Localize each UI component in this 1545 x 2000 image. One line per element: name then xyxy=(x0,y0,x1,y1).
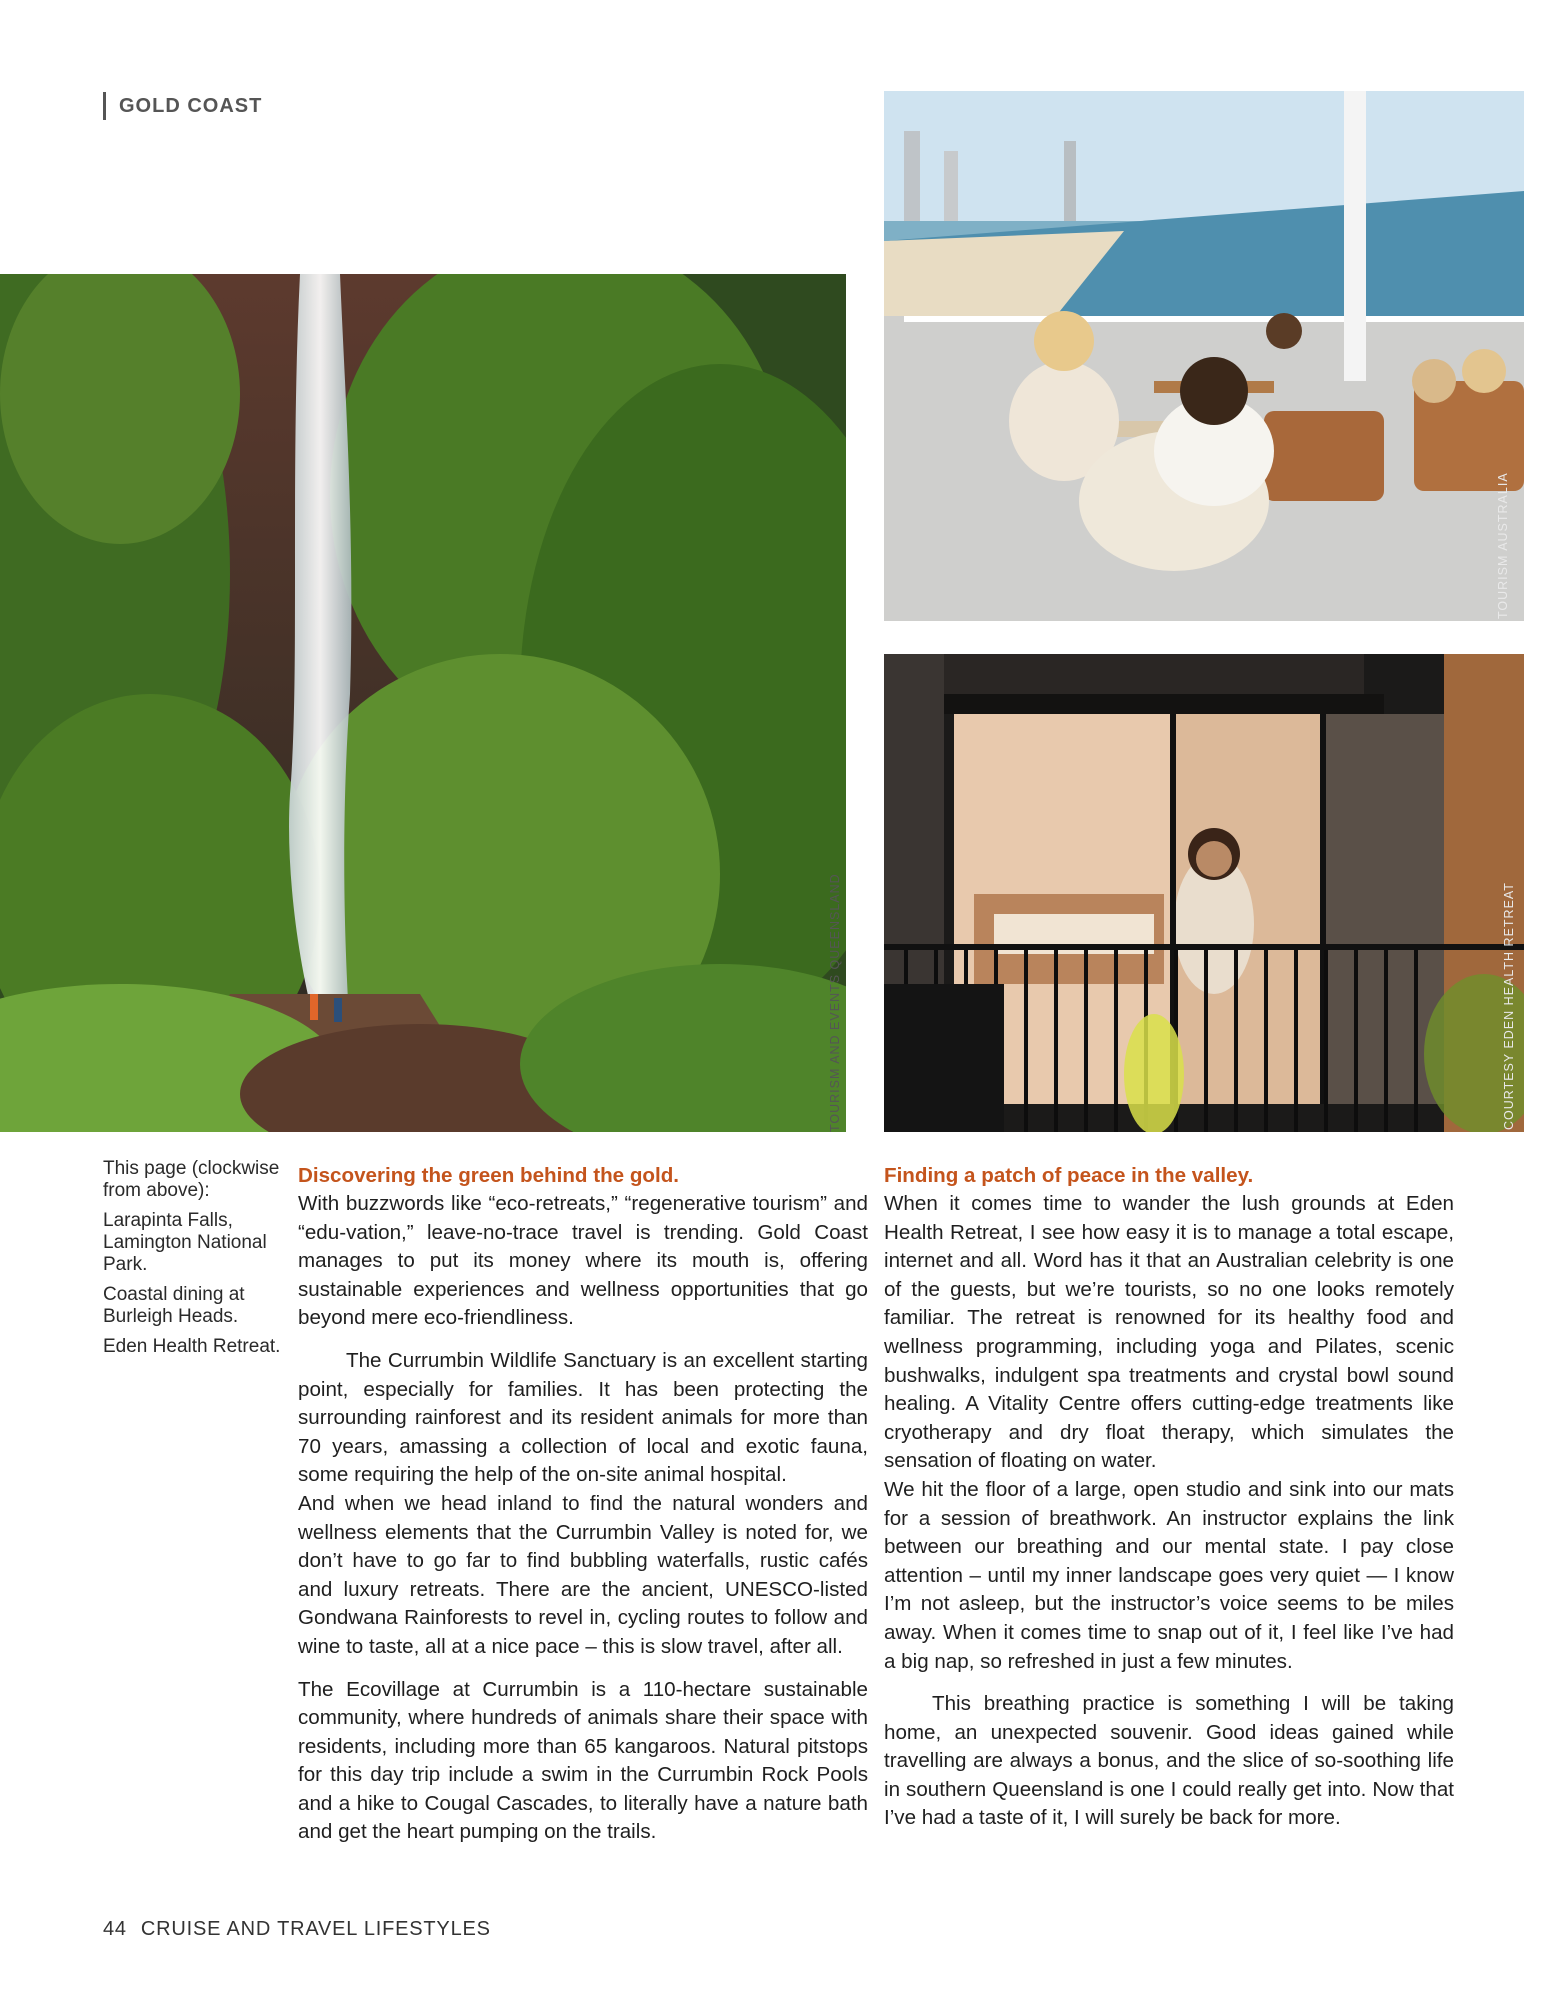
caption-item: Coastal dining at Burleigh Heads. xyxy=(103,1284,245,1327)
waterfall-illustration xyxy=(0,274,846,1132)
paragraph: The Currumbin Wildlife Sanctuary is an excellent starting point, especially for families. It has been protecting the surrounding rainforest and its resident animals for more than 70 years, amassing a collection of local and exotic fauna, some requiring the help of the on-site animal hospital. xyxy=(298,1348,868,1487)
publication-name: CRUISE AND TRAVEL LIFESTYLES xyxy=(140,1918,491,1940)
paragraph: With buzzwords like “eco-retreats,” “regenerative tourism” and “edu-vation,” leave-no-trace travel is trending. Gold Coast manages to put its money where its mouth is, offering sustainable experiences and wellness opportunities that go beyond mere eco-friendliness. xyxy=(298,1192,868,1330)
paragraph: The Ecovillage at Currumbin is a 110-hectare sustainable community, where hundreds of animals share their space with residents, including more than 65 kangaroos. Natural pitstops for this day trip include a swim in the Currumbin Rock Pools and a hike to Cougal Cascades, to literally have a nature bath and get the heart pumping on the trails. xyxy=(298,1677,868,1844)
paragraph: And when we head inland to find the natural wonders and wellness elements that the Currumbin Valley is noted for, we don’t have to go far to find bubbling waterfalls, rustic cafés and luxury retreats. There are the ancient, UNESCO-listed Gondwana Rainforests to revel in, cycling routes to follow and wine to taste, all at a nice pace – this is slow travel, after all. xyxy=(298,1491,868,1658)
photo-credit: TOURISM AND EVENTS QUEENSLAND xyxy=(828,873,842,1132)
dining-photo xyxy=(884,91,1524,621)
section-heading: Discovering the green behind the gold. xyxy=(298,1164,680,1187)
page-number: 44 xyxy=(103,1918,127,1940)
caption-intro: This page (clockwise from above): xyxy=(103,1158,280,1201)
caption-item: Eden Health Retreat. xyxy=(103,1336,281,1357)
paragraph: This breathing practice is something I will be taking home, an unexpected souvenir. Good ideas gained while travelling are always a bonus, and the slice of so-soothing life in southern Queensland is one I could really get into. Now that I’ve had a taste of it, I will surely be back for more. xyxy=(884,1692,1454,1830)
photo-captions xyxy=(103,1158,303,1366)
article-column-left xyxy=(298,1162,868,1847)
retreat-photo xyxy=(884,654,1524,1132)
waterfall-photo xyxy=(0,274,846,1132)
photo-credit: TOURISM AUSTRALIA xyxy=(1496,472,1510,619)
section-heading: Finding a patch of peace in the valley. xyxy=(884,1164,1254,1187)
paragraph: We hit the floor of a large, open studio and sink into our mats for a session of breathwork. An instructor explains the link between our breathing and our mental state. I pay close attention – until my inner landscape goes very quiet — I know I’m not asleep, but the instructor’s voice seems to be miles away. When it comes time to snap out of it, I feel like I’ve had a big nap, so refreshed in just a few minutes. xyxy=(884,1477,1454,1673)
paragraph: When it comes time to wander the lush grounds at Eden Health Retreat, I see how easy it is to manage a total escape, internet and all. Word has it that an Australian celebrity is one of the guests, but we’re tourists, so no one looks remotely familiar. The retreat is renowned for its healthy food and wellness programming, including yoga and Pilates, scenic bushwalks, indulgent spa treatments and crystal bowl sound healing. A Vitality Centre offers cutting-edge treatments like cryotherapy and dry float therapy, which simulates the sensation of floating on water. xyxy=(884,1192,1454,1473)
article-column-right xyxy=(884,1162,1454,1833)
caption-item: Larapinta Falls, Lamington National Park. xyxy=(103,1210,267,1275)
photo-credit: COURTESY EDEN HEALTH RETREAT xyxy=(1502,882,1516,1130)
page-footer xyxy=(103,1918,491,1941)
section-label: GOLD COAST xyxy=(103,92,262,120)
coastal-dining-illustration xyxy=(884,91,1524,621)
eden-retreat-illustration xyxy=(884,654,1524,1132)
